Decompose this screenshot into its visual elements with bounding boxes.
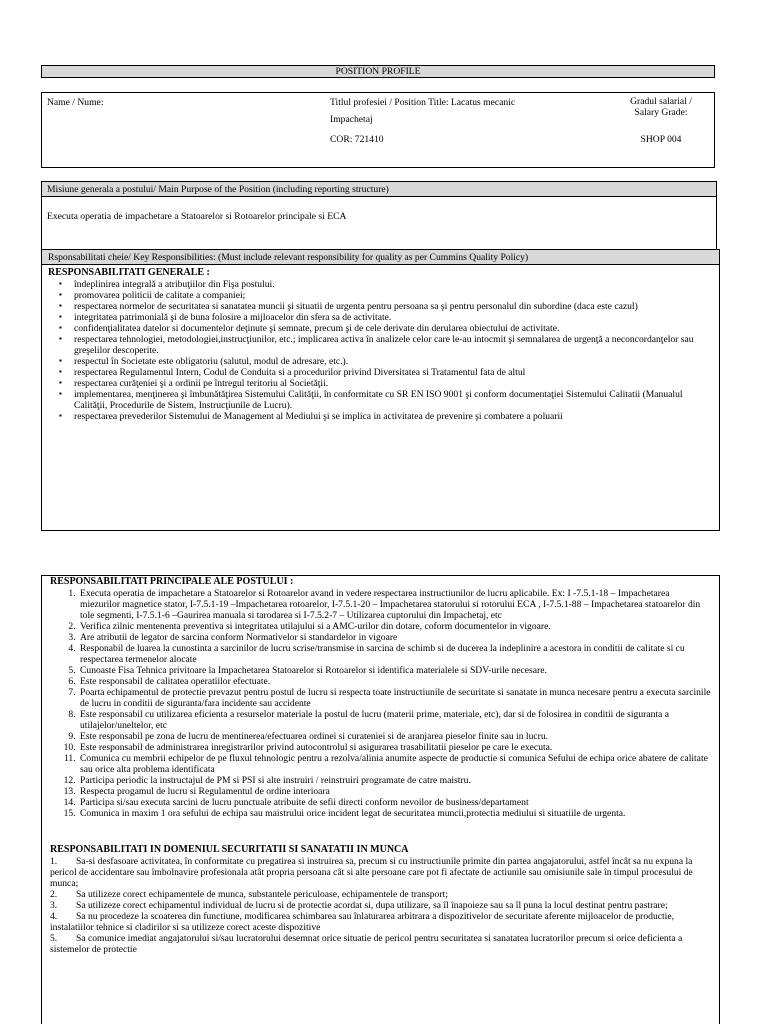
salary-grade-label-line2: Salary Grade: bbox=[634, 107, 688, 119]
principal-responsibilities-box bbox=[41, 575, 720, 1024]
list-item bbox=[50, 856, 711, 889]
cor-code: COR: 721410 bbox=[330, 134, 384, 145]
list-item: 12. Participa periodic la instructajul de PM si PSI si alte instruiri / reinstruiri programate de catre maistru. bbox=[78, 775, 711, 786]
list-item: 10. Este responsabil de administrarea inregistrarilor privind autocontrolul si asigurarea trasabilitatii pieselor pe care le executa. bbox=[78, 742, 711, 753]
list-item: 2. Verifica zilnic mentenenta preventiva si integritatea utilajului si a AMC-urilor din dotare, coform documentelor in vigoare. bbox=[78, 621, 711, 632]
list-item: 15. Comunica in maxim 1 ora sefului de echipa sau maistrului orice incident legat de securitatea muncii,protectia mediului si situatiile de urgenta. bbox=[78, 808, 711, 819]
list-item bbox=[50, 900, 711, 911]
mission-box bbox=[41, 197, 717, 250]
list-item: 8. Este responsabil cu utilizarea eficienta a resurselor materiale la postul de lucru (materii prime, materiale, etc), dar si de folosirea in conditii de siguranta a utilajelor/uneltelor, etc bbox=[78, 709, 711, 731]
position-title: Titlul profesiei / Position Title: Lacatus mecanic bbox=[330, 97, 516, 108]
principal-responsibilities-title: RESPONSABILITATI PRINCIPALE ALE POSTULUI : bbox=[50, 576, 294, 587]
list-item-number: 1. bbox=[50, 855, 58, 867]
list-item: 11. Comunica cu membrii echipelor de pe fluxul tehnologic pentru a rezolva/alinia anumite aspecte de productie si comunica Sefului de echipa orice abatere de calitate sau orice alta problema identificata bbox=[78, 753, 711, 775]
list-item-text: Sa utilizeze corect echipamentele de munca, substantele periculoase, echipamentele de transport; bbox=[76, 888, 448, 900]
list-item: ▪ respectarea tehnologiei, metodologiei,instrucţiunilor, etc.; implicarea activa în analizele celor care le-au intocmit şi semnalarea de urgenţă a neconcordanţelor sau greşelilor descoperite. bbox=[74, 334, 713, 356]
salary-grade-label bbox=[616, 96, 706, 118]
list-item: ▪ integritatea patrimonială şi de buna folosire a mijloacelor din sfera sa de activitate. bbox=[74, 312, 713, 323]
list-item: 9. Este responsabil pe zona de lucru de mentinerea/efectuarea ordinei si curateniei si de aranjarea pieselor finite sau in lucru. bbox=[78, 731, 711, 742]
list-item-number: 3. bbox=[50, 899, 58, 911]
mission-header: Misiune generala a postului/ Main Purpose of the Position (including reporting structure) bbox=[41, 181, 717, 197]
name-label: Name / Nume: bbox=[47, 97, 104, 108]
list-item-text: Sa nu procedeze la scoaterea din functiune, modificarea schimbarea sau înlaturarea arbitrara a dispozitivelor de securitate aferente mijloacelor de productie, instalatiilor tehnice si cladirilor si sa utilizeze corect aceste dispozitive bbox=[50, 910, 674, 933]
list-item: 13. Respecta progamul de lucru si Regulamentul de ordine interioara bbox=[78, 786, 711, 797]
principal-responsibilities-list bbox=[50, 588, 711, 820]
list-item: 14. Participa si/sau executa sarcini de lucru punctuale atribuite de sefii directi conform nevoilor de business/departament bbox=[78, 797, 711, 808]
list-item-text: Sa utilizeze corect echipamentul individual de lucru si de protectie acordat si, dupa utilizare, sa îl înapoieze sau sa îl puna la locul destinat pentru pastrare; bbox=[76, 899, 668, 911]
list-item bbox=[50, 889, 711, 900]
list-item: 4. Responabil de luarea la cunostinta a sarcinilor de lucru scrise/transmise in sarcina de schimb si de ducerea la indeplinire a acestora in conditii de calitate si cu respectarea termenelor alocate bbox=[78, 643, 711, 665]
ssm-section bbox=[50, 844, 711, 955]
list-item: 3. Are atributii de legator de sarcina conform Normativelor si standardelor in vigoare bbox=[78, 632, 711, 643]
list-item: ▪ respectarea normelor de securitatea si sanatatea muncii şi situatii de urgenta pentru persoana sa şi pentru personalul din subordine (daca este cazul) bbox=[74, 301, 713, 312]
position-title-continued: Impachetaj bbox=[330, 114, 373, 125]
list-item: ▪ promovarea politicii de calitate a companiei; bbox=[74, 290, 713, 301]
mission-text: Executa operatia de impachetare a Statoarelor si Rotoarelor principale si ECA bbox=[47, 211, 347, 222]
general-responsibilities-list bbox=[48, 279, 713, 422]
ssm-title: RESPONSABILITATI IN DOMENIUL SECURITATII SI SANATATII IN MUNCA bbox=[50, 844, 409, 856]
list-item: ▪ respectul în Societate este obligatoriu (salutul, modul de adresare, etc.). bbox=[74, 356, 713, 367]
general-responsibilities-box bbox=[41, 265, 720, 531]
list-item-number: 2. bbox=[50, 888, 58, 900]
list-item: ▪ respectarea prevederilor Sistemului de Management al Mediului şi se implica in activitatea de prevenire şi combatere a poluarii bbox=[74, 411, 713, 422]
list-item bbox=[50, 911, 711, 933]
general-responsibilities-title: RESPONSABILITATI GENERALE : bbox=[48, 267, 210, 278]
list-item: ▪ respectarea curăţeniei şi a ordinii pe întregul teritoriu al Societăţii. bbox=[74, 378, 713, 389]
list-item-text: Sa-si desfasoare activitatea, în conformitate cu pregatirea si instruirea sa, precum si cu instructiunile primite din partea angajatorului, astfel încât sa nu expuna la pericol de accidentare sau îmbolnavire profesionala atât propria persoana cât si alte persoane care pot fi afectate de actiunile sau omisiunile sale în timpul procesului de munca; bbox=[50, 855, 693, 889]
list-item: ▪ respectarea Regulamentul Intern, Codul de Conduita si a procedurilor privind Diversitatea si Tratamentul fata de altul bbox=[74, 367, 713, 378]
list-item: 7. Poarta echipamentul de protectie prevazut pentru postul de lucru si respecta toate instructiunile de securitate si sanatate in munca necesare pentru a executa sarcinile de lucru in conditii de siguranta/fara incidente sau accidente bbox=[78, 687, 711, 709]
ssm-list bbox=[50, 856, 711, 955]
position-info-box bbox=[41, 92, 715, 168]
list-item-number: 4. bbox=[50, 910, 58, 922]
list-item: ▪ confidenţialitatea datelor si documentelor deţinute şi semnate, precum şi de cele derivate din derularea obiectului de activitate. bbox=[74, 323, 713, 334]
list-item bbox=[50, 933, 711, 955]
list-item: 5. Cunoaste Fisa Tehnica privitoare la Impachetarea Statoarelor si Rotoarelor si identifica materialele si SDV-urile necesare. bbox=[78, 665, 711, 676]
list-item-number: 5. bbox=[50, 932, 58, 944]
list-item-text: Sa comunice imediat angajatorului si/sau lucratorului desemnat orice situatie de pericol pentru securitatea si sanatatea lucratorilor precum si orice deficienta a sistemelor de protectie bbox=[50, 932, 683, 955]
salary-grade-label-line1: Gradul salarial / bbox=[630, 96, 692, 107]
list-item: ▪ îndeplinirea integrală a atribuţiilor din Fişa postului. bbox=[74, 279, 713, 290]
list-item: 1. Executa operatia de impachetare a Statoarelor si Rotoarelor avand in vedere respectarea instructiunilor de lucru aplicabile. Ex: I -7.5.1-18 – Impachetarea miezurilor magnetice stator, I-7.5.1-19 –Impachetarea rotoarelor, I-7.5.1-20 – Impachetarea statorului si rotorului ECA , I-7.5.1-88 – Impachetarea statoarelor din tole segmenti, I-7.5.1-6 –Gaurirea manuala si tarodarea si I-7.5.2-7 – Utilizarea cuptorului din Impachetaj, etc bbox=[78, 588, 711, 621]
list-item: 6. Este responsabil de calitatea operatiilor efectuate. bbox=[78, 676, 711, 687]
key-responsibilities-header: Rsponsabilitati cheie/ Key Responsibilities: (Must include relevant responsibility for quality as per Cummins Quality Policy) bbox=[41, 249, 720, 265]
list-item: ▪ implementarea, menţinerea şi îmbunătăţirea Sistemului Calităţii, în conformitate cu SR EN ISO 9001 şi conform documentaţiei Sistemului Calitatii (Manualul Calităţii, Procedurile de Sistem, Instrucţiunile de Lucru). bbox=[74, 389, 713, 411]
position-profile-title: POSITION PROFILE bbox=[41, 65, 715, 78]
salary-grade-value: SHOP 004 bbox=[640, 134, 682, 145]
